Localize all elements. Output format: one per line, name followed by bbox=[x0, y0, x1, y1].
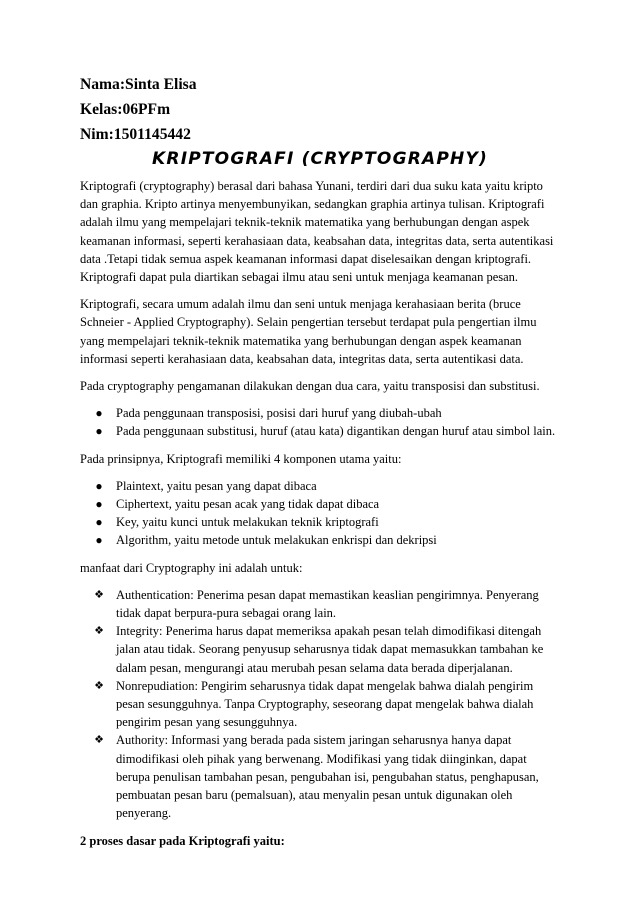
list-item bbox=[80, 422, 560, 440]
list-item bbox=[80, 513, 560, 531]
bullet-icon: ● bbox=[95, 406, 103, 421]
list-item-text: Algorithm, yaitu metode untuk melakukan enkrispi dan dekripsi bbox=[116, 533, 437, 548]
student-name: Nama:Sinta Elisa bbox=[80, 76, 197, 93]
list-item-text: Key, yaitu kunci untuk melakukan teknik kriptografi bbox=[116, 515, 379, 530]
components-list bbox=[80, 477, 560, 550]
list-item-text: Ciphertext, yaitu pesan acak yang tidak dapat dibaca bbox=[116, 497, 380, 512]
paragraph-components-intro: Pada prinsipnya, Kriptografi memiliki 4 komponen utama yaitu: bbox=[80, 451, 402, 466]
diamond-bullet-icon: ❖ bbox=[94, 734, 104, 747]
bullet-icon: ● bbox=[95, 533, 103, 548]
list-item-text: Authentication: Penerima pesan dapat memastikan keaslian pengirimnya. Penyerang tidak dapat berpura-pura sebagai orang lain. bbox=[116, 587, 539, 621]
list-item bbox=[80, 495, 560, 513]
list-item-text: Pada penggunaan transposisi, posisi dari huruf yang diubah-ubah bbox=[116, 406, 442, 421]
list-item-text: Plaintext, yaitu pesan yang dapat dibaca bbox=[116, 478, 317, 493]
methods-list bbox=[80, 404, 560, 440]
list-item bbox=[80, 477, 560, 495]
bullet-icon: ● bbox=[95, 515, 103, 530]
bullet-icon: ● bbox=[95, 478, 103, 493]
benefits-list bbox=[80, 586, 560, 823]
bullet-icon: ● bbox=[95, 424, 103, 439]
diamond-bullet-icon: ❖ bbox=[94, 588, 104, 601]
list-item bbox=[80, 531, 560, 549]
list-item bbox=[80, 404, 560, 422]
student-id: Nim:1501145442 bbox=[80, 126, 191, 143]
paragraph-general: Kriptografi, secara umum adalah ilmu dan seni untuk menjaga kerahasiaan berita (bruce Schneier - Applied Cryptography). Selain pengertian tersebut terdapat pula pengertian ilmu yang mempelajari teknik-teknik matematika yang berhubungan dengan aspek keamanan informasi seperti kerahasiaan data, keabsahan data, integritas data, serta autentikasi data. bbox=[80, 297, 537, 366]
list-item bbox=[80, 622, 560, 677]
paragraph-definition: Kriptografi (cryptography) berasal dari bahasa Yunani, terdiri dari dua suku kata yaitu kripto dan graphia. Kripto artinya menyembunyikan, sedangkan graphia artinya tulisan. Kriptografi adalah ilmu yang mempelajari teknik-teknik matematika yang berhubungan dengan aspek keamanan informasi, seperti kerahasiaan data, keabsahan data, integritas data, serta autentikasi data .Tetapi tidak semua aspek keamanan informasi dapat diselesaikan dengan kriptografi. Kriptografi dapat pula diartikan sebagai ilmu atau seni untuk menjaga keamanan pesan. bbox=[80, 179, 554, 285]
bullet-icon: ● bbox=[95, 497, 103, 512]
document-body bbox=[80, 75, 560, 850]
diamond-bullet-icon: ❖ bbox=[94, 625, 104, 638]
paragraph-methods-intro: Pada cryptography pengamanan dilakukan dengan dua cara, yaitu transposisi dan substitusi. bbox=[80, 379, 540, 394]
student-class: Kelas:06PFm bbox=[80, 101, 171, 118]
paragraph-benefits-intro: manfaat dari Cryptography ini adalah untuk: bbox=[80, 560, 303, 575]
diamond-bullet-icon: ❖ bbox=[94, 679, 104, 692]
list-item bbox=[80, 586, 560, 622]
list-item-text: Authority: Informasi yang berada pada sistem jaringan seharusnya hanya dapat dimodifikasi oleh pihak yang berwenang. Modifikasi yang tidak diinginkan, dapat berupa penulisan tambahan pesan, pengubahan isi, pengubahan status, penghapusan, pembuatan pesan baru (pemalsuan), atau menyalin pesan untuk digunakan oleh penyerang. bbox=[116, 733, 539, 821]
closing-heading: 2 proses dasar pada Kriptografi yaitu: bbox=[80, 833, 285, 848]
list-item bbox=[80, 677, 560, 732]
list-item bbox=[80, 731, 560, 822]
document-title: KRIPTOGRAFI (CRYPTOGRAPHY) bbox=[152, 149, 488, 169]
list-item-text: Nonrepudiation: Pengirim seharusnya tidak dapat mengelak bahwa dialah pengirim pesan sesungguhnya. Tanpa Cryptography, seseorang dapat mengelak bahwa dialah pengirim pesan yang sesungguhnya. bbox=[116, 678, 534, 730]
list-item-text: Pada penggunaan substitusi, huruf (atau kata) digantikan dengan huruf atau simbol lain. bbox=[116, 424, 556, 439]
list-item-text: Integrity: Penerima harus dapat memeriksa apakah pesan telah dimodifikasi ditengah jalan atau tidak. Seorang penyusup seharusnya tidak dapat memasukkan tambahan ke dalam pesan, mengurangi atau merubah pesan selama data berada diperjalanan. bbox=[116, 624, 544, 675]
